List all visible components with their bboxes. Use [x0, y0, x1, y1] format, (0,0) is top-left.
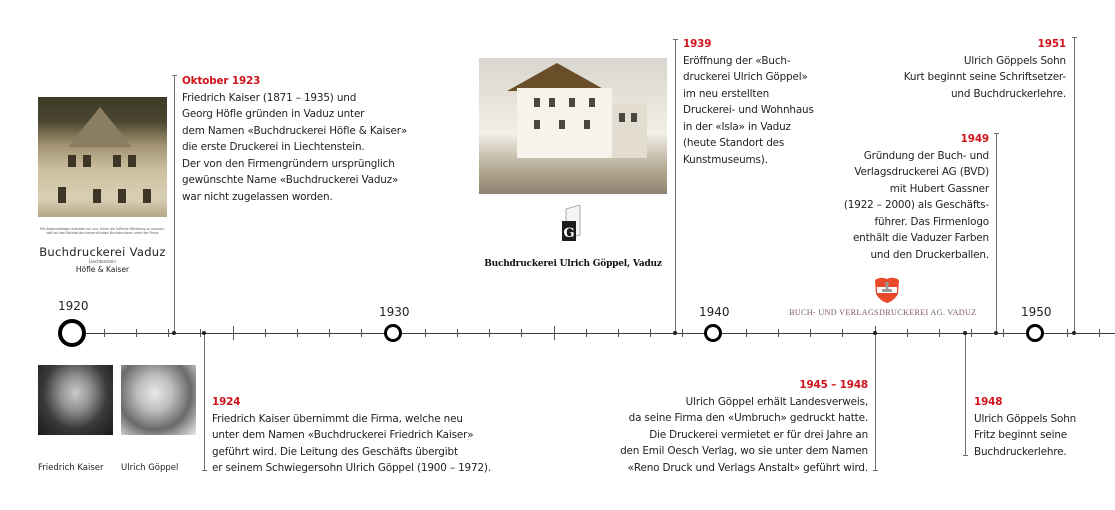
event-text-line: enthält die Vaduzer Farben [852, 232, 989, 244]
event-year: 1945 – 1948 [799, 379, 868, 391]
connector-1924 [204, 333, 205, 471]
decade-label-1930: 1930 [379, 305, 410, 319]
connector-1949 [996, 133, 997, 333]
year-tick [1067, 329, 1068, 337]
year-tick [489, 329, 490, 337]
bvd-company-name: BUCH- UND VERLAGSDRUCKEREI AG. VADUZ [789, 308, 977, 317]
event-text-line: Kurt beginnt seine Schriftsetzer- [903, 71, 1066, 83]
year-tick [586, 329, 587, 337]
event-text-line: Kunstmuseums). [683, 153, 768, 166]
event-text-line: Fritz beginnt seine [974, 429, 1068, 441]
year-tick [1003, 329, 1004, 337]
event-1949 [844, 131, 989, 263]
event-text-line: und Buchdruckerlehre. [950, 87, 1066, 100]
event-1945-1948 [620, 377, 868, 476]
event-text-line: unter dem Namen «Buchdruckerei Friedrich Kaiser» [212, 429, 474, 441]
decade-label-1920: 1920 [58, 299, 89, 313]
event-1939 [683, 36, 814, 168]
year-tick [329, 329, 330, 337]
year-tick [907, 329, 908, 337]
event-year: 1948 [974, 396, 1003, 408]
year-tick [746, 329, 747, 337]
event-1923 [182, 73, 407, 205]
event-text-line: Friedrich Kaiser übernimmt die Firma, welche neu [212, 412, 463, 425]
year-tick [842, 329, 843, 337]
event-text-line: (heute Standort des [683, 137, 785, 149]
year-tick [233, 326, 234, 340]
event-text-line: Verlagsdruckerei AG (BVD) [854, 166, 989, 178]
decade-marker-1920 [58, 319, 86, 347]
year-tick [1099, 329, 1100, 337]
event-text-line: er seinem Schwiegersohn Ulrich Göppel (1900 – 1972). [212, 462, 491, 474]
year-tick [939, 329, 940, 337]
year-tick [168, 329, 169, 337]
ad-announcement-text: Mit Gegenwärtigen erlauben wir uns, Ihnen die höfliche Mitteilung zu machen, daß wir den Betrieb der neuerrichteten Buchdruckerei unter der Firma [40, 227, 165, 235]
marker-1951 [1072, 331, 1076, 335]
year-tick [200, 329, 201, 337]
svg-text:G: G [563, 226, 575, 241]
event-1951 [904, 36, 1066, 102]
event-text-line: den Emil Oesch Verlag, wo sie unter dem Namen [620, 445, 868, 457]
event-text-line: Buchdruckerlehre. [974, 445, 1067, 458]
connector-1939 [675, 39, 676, 333]
bvd-shield-icon [874, 276, 900, 304]
event-year: 1951 [1037, 38, 1066, 50]
event-1924 [212, 394, 491, 477]
year-tick [104, 329, 105, 337]
decade-marker-1940 [704, 324, 722, 342]
event-text-line: in der «Isla» in Vaduz [683, 120, 791, 133]
event-text-line: Ulrich Göppel erhält Landesverweis, [685, 395, 868, 408]
goppel-company-name: Buchdruckerei Ulrich Göppel, Vaduz [484, 259, 662, 269]
connector-1945-1948 [875, 333, 876, 471]
marker-1949 [994, 331, 998, 335]
decade-marker-1950 [1026, 324, 1044, 342]
event-text-line: Friedrich Kaiser (1871 – 1935) und [182, 91, 357, 104]
marker-1948 [963, 331, 967, 335]
event-text-line: Eröffnung der «Buch- [683, 54, 791, 67]
event-text-line: mit Hubert Gassner [889, 182, 989, 195]
ad-title: Buchdruckerei Vaduz [39, 245, 166, 259]
event-text-line: gewünschte Name «Buchdruckerei Vaduz» [182, 174, 399, 186]
goppel-logo-icon [560, 205, 582, 243]
event-text-line: Druckerei- und Wohnhaus [683, 104, 814, 116]
year-tick [778, 329, 779, 337]
connector-1951 [1074, 37, 1075, 333]
event-year: Oktober 1923 [182, 75, 261, 87]
portrait-friedrich-kaiser [38, 365, 113, 435]
caption-friedrich-kaiser: Friedrich Kaiser [38, 463, 104, 473]
event-text-line: Der von den Firmengründern ursprünglich [182, 157, 395, 170]
marker-1939 [673, 331, 677, 335]
ad-subtitle: Liechtenstein [89, 259, 116, 264]
marker-1945 [873, 331, 877, 335]
year-tick [554, 326, 555, 340]
event-text-line: Ulrich Göppels Sohn [963, 54, 1066, 67]
event-year: 1924 [212, 396, 241, 408]
event-1948 [974, 394, 1076, 460]
connector-1923 [174, 75, 175, 333]
photo-goppel-house [479, 58, 667, 194]
event-text-line: Ulrich Göppels Sohn [974, 412, 1077, 425]
event-text-line: führer. Das Firmenlogo [874, 215, 989, 228]
event-text-line: Georg Höfle gründen in Vaduz unter [182, 108, 365, 120]
year-tick [682, 329, 683, 337]
event-text-line: im neu erstellten [683, 87, 769, 100]
marker-1923 [172, 331, 176, 335]
event-text-line: druckerei Ulrich Göppel» [683, 71, 808, 83]
ad-firm-name: Höfle & Kaiser [75, 265, 130, 274]
decade-label-1950: 1950 [1021, 305, 1052, 319]
year-tick [971, 329, 972, 337]
marker-1924 [202, 331, 206, 335]
event-text-line: geführt wird. Die Leitung des Geschäfts übergibt [212, 445, 458, 458]
decade-marker-1930 [384, 324, 402, 342]
year-tick [265, 329, 266, 337]
year-tick [457, 329, 458, 337]
year-tick [810, 329, 811, 337]
year-tick [521, 329, 522, 337]
event-text-line: die erste Druckerei in Liechtenstein. [182, 141, 365, 153]
year-tick [136, 329, 137, 337]
timeline-axis [72, 333, 1115, 334]
event-text-line: (1922 – 2000) als Geschäfts- [843, 199, 989, 211]
event-text-line: Gründung der Buch- und [863, 149, 989, 162]
event-text-line: «Reno Druck und Verlags Anstalt» geführt wird. [627, 461, 868, 474]
event-text-line: dem Namen «Buchdruckerei Höfle & Kaiser» [182, 124, 408, 137]
event-year: 1949 [960, 133, 989, 145]
decade-label-1940: 1940 [699, 305, 730, 319]
photo-buchdruckerei-vaduz-house [38, 97, 167, 217]
year-tick [618, 329, 619, 337]
year-tick [425, 329, 426, 337]
event-text-line: war nicht zugelassen worden. [182, 190, 333, 203]
event-text-line: und den Druckerballen. [870, 248, 989, 261]
year-tick [650, 329, 651, 337]
year-tick [297, 329, 298, 337]
event-year: 1939 [683, 38, 712, 50]
event-text-line: Die Druckerei vermietet er für drei Jahre an [649, 428, 868, 441]
connector-1948 [965, 333, 966, 456]
year-tick [361, 329, 362, 337]
caption-ulrich-goeppel: Ulrich Göppel [121, 463, 179, 473]
portrait-ulrich-goeppel [121, 365, 196, 435]
event-text-line: da seine Firma den «Umbruch» gedruckt hatte. [628, 412, 868, 424]
